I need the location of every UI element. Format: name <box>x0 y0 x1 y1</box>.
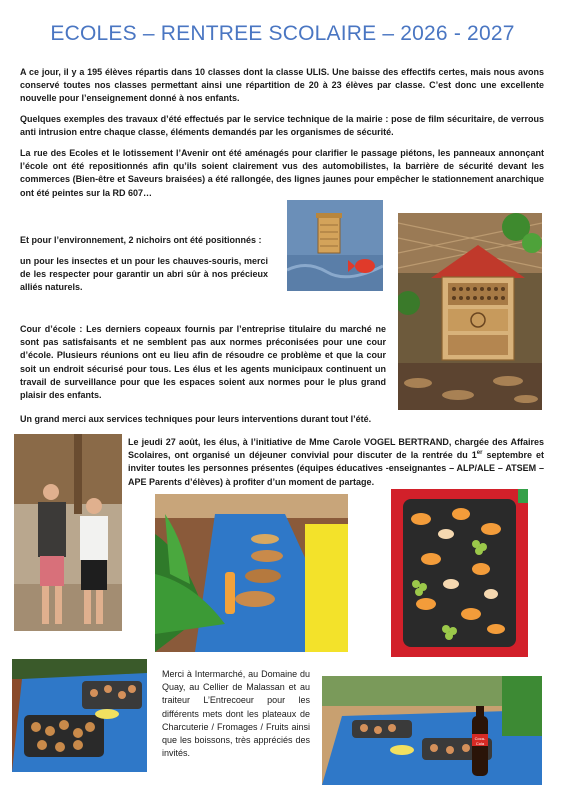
people-photo <box>14 434 122 631</box>
page-title: ECOLES – RENTREE SCOLAIRE – 2026 - 2027 <box>50 22 515 45</box>
coca-label: Coca-Cola <box>474 736 486 746</box>
insect-hotel-photo <box>398 213 542 410</box>
paragraph-dejeuner-a: Le jeudi 27 août, les élus, à l’initiative de Mme Carole VOGEL BERTRAND, chargée des Affaires Scolaires, ont organisé un déjeuner convivial pour discuter de la rentrée du 1 <box>128 437 544 461</box>
paragraph-travaux: Quelques exemples des travaux d’été effectués par le service technique de la mairie : pose de film sécuritaire, de verrous anti intrusion entre chaque classe, éléments demandés par les organismes de sécurité. <box>20 114 544 138</box>
bat-box-photo <box>287 200 383 291</box>
paragraph-dejeuner-b: septembre et inviter toutes les personnes présentes (équipes éducatives -enseignantes – ALP/ALE – ATSEM – APE Parents d’élèves) à profiter d’un moment de partage. <box>128 450 545 487</box>
paragraph-dejeuner <box>128 436 544 489</box>
paragraph-insectes: un pour les insectes et un pour les chauves-souris, merci de les respecter pour garantir un abri sûr à nos précieux alliés naturels. <box>20 256 268 293</box>
paragraph-effectifs: A ce jour, il y a 195 élèves répartis dans 10 classes dont la classe ULIS. Une baisse des effectifs certes, mais nous avons conservé toutes nos classes permettant ainsi une répartition de 20 à 23 élèves par classe. C’est donc une excellente nouvelle pour l’enseignement donné à nos enfants. <box>20 67 544 104</box>
paragraph-remerciements: Un grand merci aux services techniques pour leurs interventions durant tout l’été. <box>20 414 372 424</box>
buffet-table-photo <box>155 494 348 652</box>
superscript-er: er <box>476 450 483 457</box>
charcuterie-trays-photo <box>12 659 147 772</box>
paragraph-rue-des-ecoles: La rue des Ecoles et le lotissement l’Avenir ont été aménagés pour clarifier le passage piétons, les panneaux annonçant l’école ont été repositionnés afin qu’ils soient clairement vus des automobilistes, la barrière de sécurité devant les commerces (Bien-être et Saveurs braisées) a été rallongée, des lignes jaunes pour empêcher le stationnement anarchique ont été peintes sur la RD 607… <box>20 148 544 198</box>
paragraph-merci-partenaires: Merci à Intermarché, au Domaine du Quay, au Cellier de Malassan et au traiteur L’Entrecoeur pour les différents mets dont les plateaux de Charcuterie / Fromages / Fruits ainsi que les boissons, très appréciés des invités. <box>162 669 310 759</box>
drinks-table-photo <box>322 676 542 785</box>
fruit-platter-photo <box>391 489 528 657</box>
paragraph-cour-ecole: Cour d’école : Les derniers copeaux fournis par l’entreprise titulaire du marché ne sont pas satisfaisants et ne semblent pas aux normes préconisées pour une cour d’école. Plusieurs réunions ont eu lieu afin de résoudre ce problème et que la cour soit un endroit sécurisé pour tous. Les élus et les agents municipaux continuent un travail de surveillance pour que les espaces soient aux normes pour le plus grand plaisir des enfants. <box>20 324 386 401</box>
paragraph-nichoirs: Et pour l’environnement, 2 nichoirs ont été positionnés : <box>20 235 262 245</box>
